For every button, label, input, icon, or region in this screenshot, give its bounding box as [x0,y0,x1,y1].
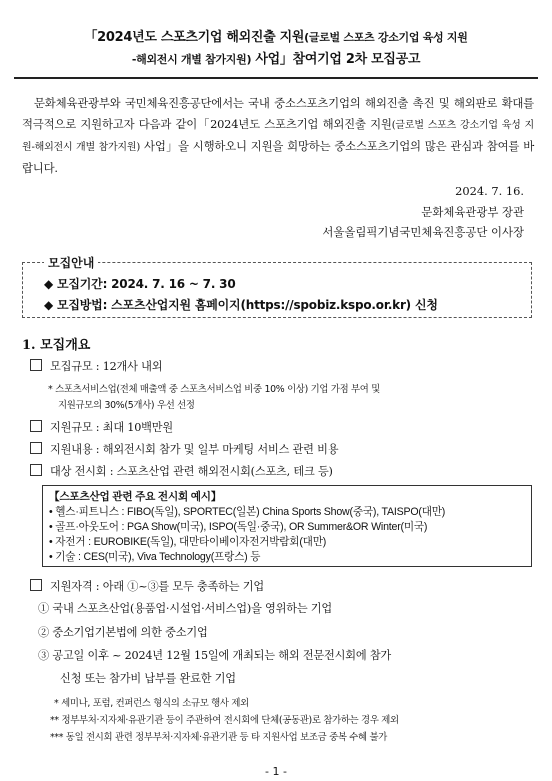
exhibition-item: • 기술 : CES(미국), Viva Technology(프랑스) 등 [49,551,261,563]
target-text: 대상 전시회 : 스포츠산업 관련 해외전시회(스포츠, 테크 등) [50,465,333,478]
exhibition-item: • 자전거 : EUROBIKE(독일), 대만타이베이자전거박람회(대만) [49,536,327,548]
scale-row [30,358,162,374]
checkbox-icon [30,420,42,432]
eligibility-row [30,578,264,594]
eligibility-text: 지원자격 : 아래 ①~③를 모두 충족하는 기업 [50,580,264,593]
checkbox-icon [30,579,42,591]
content-text: 지원내용 : 해외전시회 참가 및 일부 마케팅 서비스 관련 비용 [50,443,339,456]
announcement-date: 2024. 7. 16. [455,184,524,198]
recruit-period: ◆ 모집기간: 2024. 7. 16 ~ 7. 30 [44,277,236,291]
notice-label: 모집안내 [44,254,98,271]
eligibility-item-2: ② 중소기업기본법에 의한 중소기업 [38,626,208,639]
title-divider [14,77,538,79]
eligibility-note-1: * 세미나, 포럼, 컨퍼런스 형식의 소규모 행사 제외 [54,698,249,709]
page-title [14,27,538,71]
scale-text: 모집규모 : 12개사 내외 [50,360,163,373]
exhibition-item: • 골프·아웃도어 : PGA Show(미국), ISPO(독일·중국), OR Summer&OR Winter(미국) [49,521,428,533]
page-number: - 1 - [265,765,287,778]
title-line2-main: 사업」참여기업 2차 모집공고 [251,52,421,67]
checkbox-icon [30,442,42,454]
exhibition-heading: 【스포츠산업 관련 주요 전시회 예시】 [49,491,222,503]
eligibility-item-1: ① 국내 스포츠산업(용품업·시설업·서비스업)을 영위하는 기업 [38,602,333,615]
checkbox-icon [30,464,42,476]
content-row [30,441,338,457]
intro-text-small: (글로벌 스포츠 강소기업 육성 지원-해외전시 개별 참가지원) [22,120,534,153]
eligibility-note-2: ** 정부부처·지자체·유관기관 등이 주관하여 전시회에 단체(공동관)로 참가하는 경우 제외 [50,715,399,726]
checkbox-icon [30,359,42,371]
amount-row [30,419,173,435]
scale-note-2: 지원규모의 30%(5개사) 우선 선정 [58,400,195,411]
section-heading: 1. 모집개요 [22,338,91,353]
eligibility-note-3: *** 동일 전시회 관련 정부부처·지자체·유관기관 등 타 지원사업 보조금 중복 수혜 불가 [50,732,387,743]
title-line1-main: 「2024년도 스포츠기업 해외진출 지원 [84,30,305,45]
eligibility-item-3b: 신청 또는 참가비 납부를 완료한 기업 [60,672,236,685]
recruit-method: ◆ 모집방법: 스포츠산업지원 홈페이지(https://spobiz.kspo.or.kr) 신청 [44,298,438,312]
exhibition-examples-box [42,485,532,567]
target-row [30,463,333,479]
title-line1-small: (글로벌 스포츠 강소기업 육성 지원 [304,31,468,44]
intro-paragraph [22,93,534,179]
scale-note-1: * 스포츠서비스업(전체 매출액 중 스포츠서비스업 비중 10% 이상) 기업 가점 부여 및 [48,384,380,395]
intro-text-2: 사업」을 시행하오니 지원을 희망하는 중소스포츠기업의 많은 관심과 참여를 바랍니다. [22,139,535,175]
amount-text: 지원규모 : 최대 10백만원 [50,421,173,434]
title-line2-small: -해외전시 개별 참가지원) [131,53,252,66]
signer-agency: 서울올림픽기념국민체육진흥공단 이사장 [322,225,524,239]
eligibility-item-3a: ③ 공고일 이후 ~ 2024년 12월 15일에 개최되는 해외 전문전시회에 참가 [38,649,392,662]
exhibition-item: • 헬스·피트니스 : FIBO(독일), SPORTEC(일본) China Sports Show(중국), TAISPO(대만) [49,506,446,518]
signer-ministry: 문화체육관광부 장관 [421,205,524,219]
intro-text-1: 문화체육관광부와 국민체육진흥공단에서는 국내 중소스포츠기업의 해외진출 촉진 및 해외판로 확대를 적극적으로 지원하고자 다음과 같이「2024년도 스포츠기업 해외진출 지원 [22,96,534,131]
